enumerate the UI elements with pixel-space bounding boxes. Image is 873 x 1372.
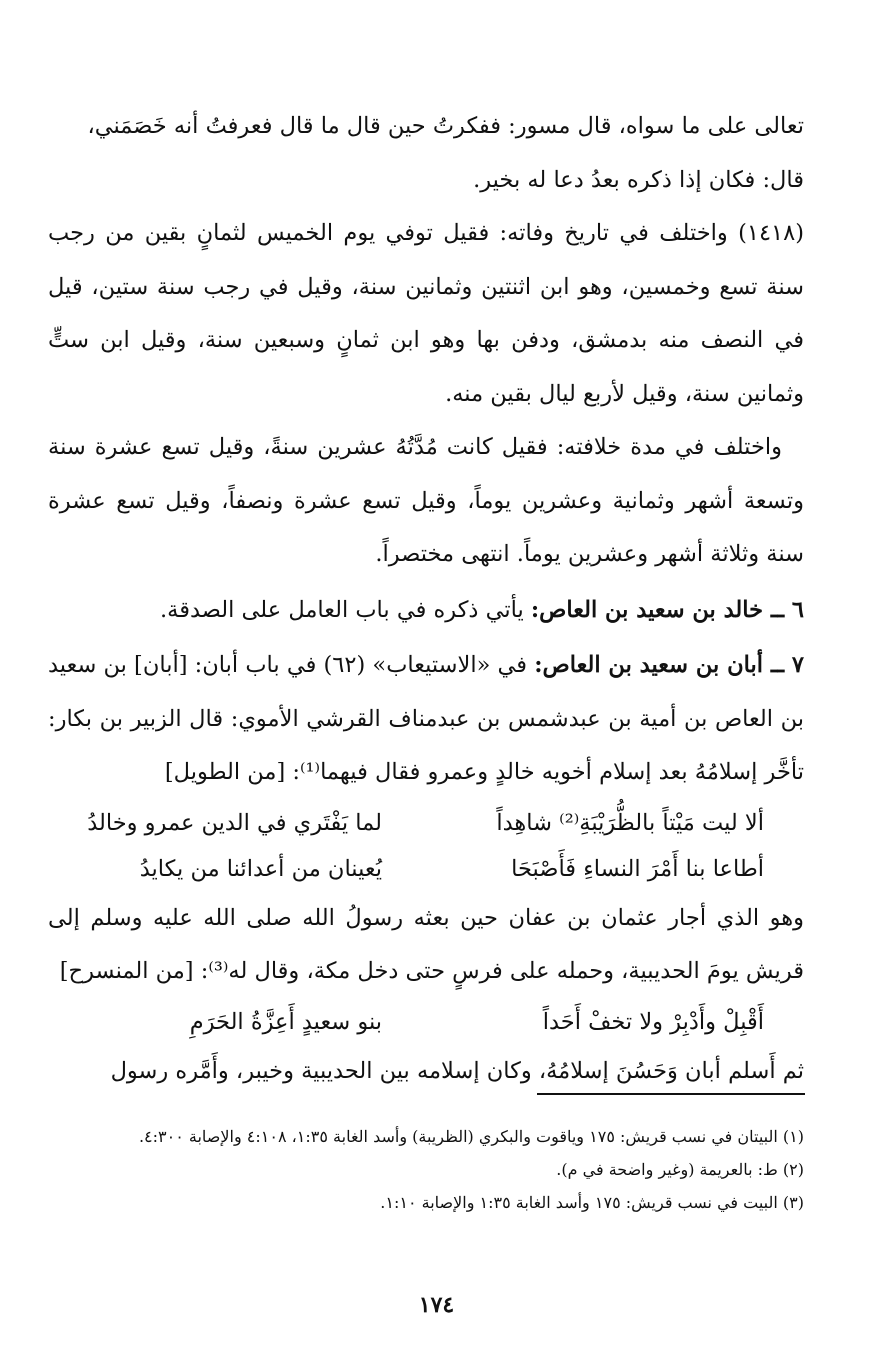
entry-text: في «الاستيعاب» (٦٢) في باب أبان: [أبان] بن سعيد بن العاص بن أمية بن عبدشمس بن عبدمناف القرشي الأموي: قال الزبير بن بكار: تأخَّر إسلامُهُ بعد إسلام أخويه خالدٍ وعمرو فقال فيهما⁽¹⁾: [من الطويل] bbox=[48, 652, 804, 785]
poem-tawil bbox=[52, 800, 764, 892]
entry-aban bbox=[48, 639, 804, 800]
hemistich-first: ألا ليت مَيْتاً بالظُّرَيْبَةِ⁽²⁾ شاهِداً bbox=[496, 809, 764, 836]
verse-line bbox=[52, 999, 764, 1045]
hemistich-second: لما يَفْتَري في الدين عمرو وخالدُ bbox=[87, 809, 382, 836]
paragraph-continuation bbox=[48, 100, 804, 207]
footnotes bbox=[48, 1124, 804, 1223]
paragraph-caliphate-duration: واختلف في مدة خلافته: فقيل كانت مُدَّتُهُ عشرين سنةً، وقيل تسع عشرة سنة وتسعة أشهر وثمانية وعشرين يوماً، وقيل تسع عشرة ونصفاً، وقيل تسع عشرة سنة وثلاثة أشهر وعشرين يوماً. انتهى مختصراً. bbox=[48, 434, 804, 567]
entry-khalid bbox=[48, 584, 804, 638]
footnote-1: (١) البيتان في نسب قريش: ١٧٥ وياقوت والبكري (الظريبة) وأسد الغابة ١:٣٥، ٤:١٠٨ والإصابة ٤:٣٠٠. bbox=[138, 1127, 804, 1146]
page-number: ١٧٤ bbox=[418, 1292, 455, 1318]
hemistich-first: أَقْبِلْ وأَدْبِرْ ولا تخفْ أَحَداً bbox=[542, 1008, 764, 1035]
hemistich-second: يُعينان من أعدائنا من يكايدُ bbox=[139, 855, 382, 882]
page-body bbox=[48, 100, 804, 1098]
paragraph-death-date: (١٤١٨) واختلف في تاريخ وفاته: فقيل توفي يوم الخميس لثمانٍ بقين من رجب سنة تسع وخمسين، وهو ابن اثنتين وثمانين سنة، وقيل في رجب سنة ستين، قيل في النصف منه بدمشق، ودفن بها وهو ابن ثمانٍ وسبعين سنة، وقيل ابن ستٍّ وثمانين سنة، وقيل لأربع ليال بقين منه. bbox=[48, 220, 804, 407]
footnote-divider bbox=[537, 1093, 805, 1095]
entry-text: يأتي ذكره في باب العامل على الصدقة. bbox=[159, 596, 531, 623]
entry-heading: ٦ ــ خالد بن سعيد بن العاص: bbox=[530, 596, 804, 623]
verse-line bbox=[52, 800, 764, 846]
footnote-3: (٣) البيت في نسب قريش: ١٧٥ وأسد الغابة ١:٣٥ والإصابة ١:١٠. bbox=[380, 1193, 804, 1212]
paragraph-islam-of-aban: ثم أَسلم أبان وَحَسُنَ إسلامُهُ، وكان إسلامه بين الحديبية وخيبر، وأَمَّره رسول bbox=[110, 1057, 804, 1084]
hemistich-second: بنو سعيدٍ أَعِزَّةُ الحَرَمِ bbox=[189, 1008, 382, 1035]
text-line: قال: فكان إذا ذكره بعدُ دعا له بخير. bbox=[473, 166, 804, 193]
hemistich-first: أطاعا بنا أَمْرَ النساءِ فَأَصْبَحَا bbox=[511, 855, 764, 882]
text-line: تعالى على ما سواه، قال مسور: ففكرتُ حين قال ما قال فعرفتُ أنه خَصَمَني، bbox=[87, 113, 804, 139]
paragraph-hudaybiyya: وهو الذي أجار عثمان بن عفان حين بعثه رسولُ الله صلى الله عليه وسلم إلى قريش يومَ الحديبية، وحمله على فرسٍ حتى دخل مكة، وقال له⁽³⁾: [من المنسرح] bbox=[48, 904, 804, 984]
verse-line bbox=[52, 846, 764, 892]
poem-munsarih bbox=[52, 999, 764, 1045]
footnote-2: (٢) ط: بالعريمة (وغير واضحة في م). bbox=[556, 1160, 804, 1179]
entry-heading: ٧ ــ أبان بن سعيد بن العاص: bbox=[534, 652, 804, 678]
